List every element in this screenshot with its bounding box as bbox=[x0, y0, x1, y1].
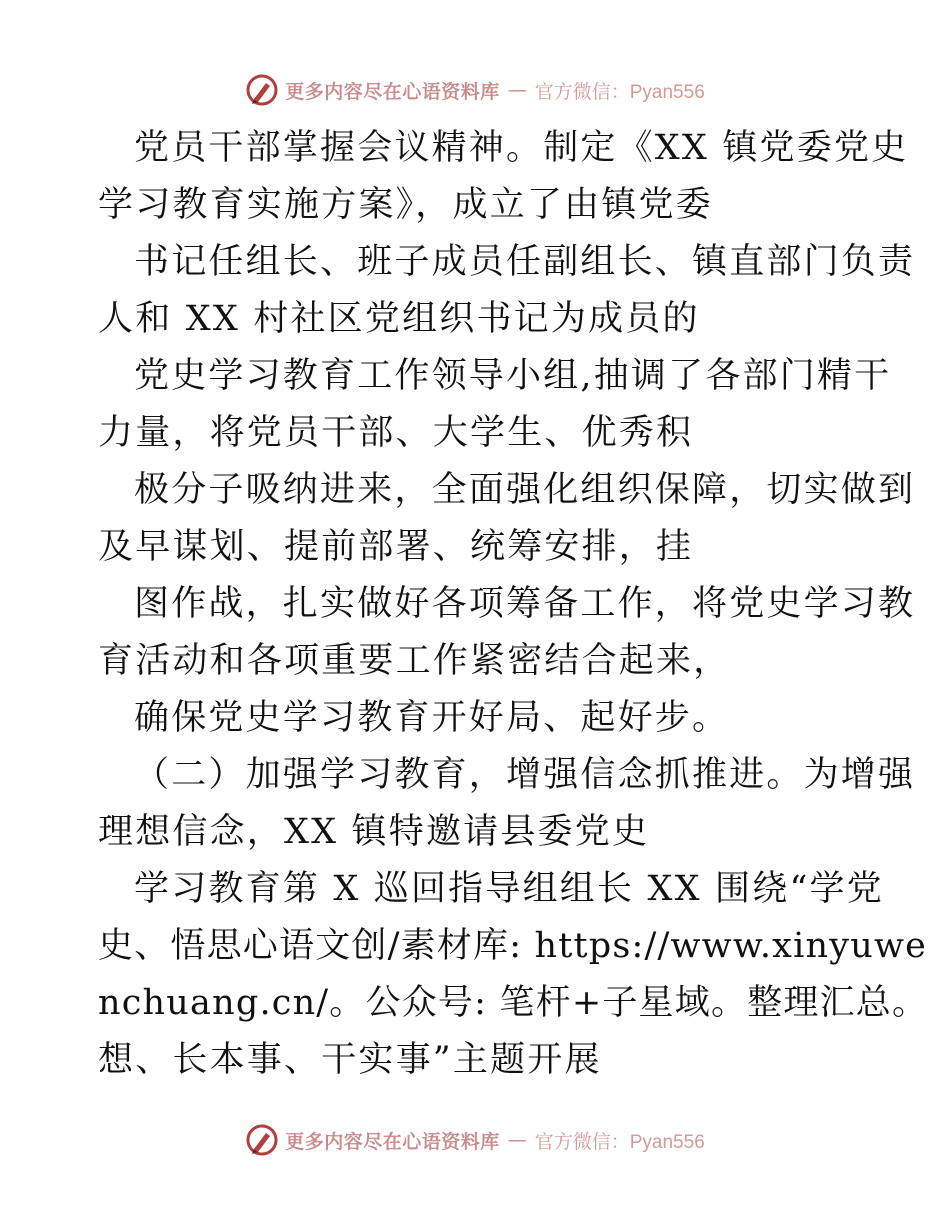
body-line: （二）加强学习教育，增强信念抓推进。为增强 bbox=[134, 755, 916, 795]
body-line: 确保党史学习教育开好局、起好步。 bbox=[134, 698, 730, 738]
body-line: 学习教育实施方案》，成立了由镇党委 bbox=[98, 185, 713, 225]
document-body bbox=[98, 120, 929, 1089]
pen-circle-logo-icon bbox=[245, 73, 279, 107]
body-line: 党员干部掌握会议精神。制定《XX 镇党委党史 bbox=[134, 128, 909, 168]
watermark-text: 更多内容尽在心语资料库 bbox=[285, 1130, 500, 1153]
body-line: 育活动和各项重要工作紧密结合起来， bbox=[98, 641, 731, 681]
watermark-text: 更多内容尽在心语资料库 bbox=[285, 80, 500, 103]
body-line: 人和 XX 村社区党组织书记为成员的 bbox=[98, 299, 700, 339]
watermark-separator: — bbox=[507, 1129, 527, 1151]
body-line: 理想信念，XX 镇特邀请县委党史 bbox=[98, 812, 650, 852]
watermark-contact: 官方微信：Pyan556 bbox=[534, 81, 705, 103]
body-line: 图作战，扎实做好各项筹备工作，将党史学习教 bbox=[134, 584, 916, 624]
body-line: 学习教育第 X 巡回指导组组长 XX 围绕“学党 bbox=[134, 869, 884, 909]
body-line: 党史学习教育工作领导小组,抽调了各部门精干 bbox=[134, 356, 892, 396]
body-line: 想、长本事、干实事”主题开展 bbox=[98, 1040, 602, 1080]
pen-circle-logo-icon bbox=[245, 1123, 279, 1157]
body-line: 力量，将党员干部、大学生、优秀积 bbox=[98, 413, 694, 453]
watermark-contact: 官方微信：Pyan556 bbox=[534, 1131, 705, 1153]
body-line: 极分子吸纳进来，全面强化组织保障，切实做到 bbox=[134, 470, 916, 510]
body-line: 及早谋划、提前部署、统筹安排，挂 bbox=[98, 527, 694, 567]
body-line: nchuang.cn/。公众号: 笔杆+子星域。整理汇总。 bbox=[98, 983, 929, 1023]
body-line: 书记任组长、班子成员任副组长、镇直部门负责 bbox=[134, 242, 916, 282]
watermark-separator: — bbox=[507, 79, 527, 101]
footer-watermark bbox=[0, 1122, 950, 1158]
body-line: 史、悟思心语文创/素材库: https://www.xinyuwe bbox=[98, 926, 928, 966]
header-watermark bbox=[0, 72, 950, 108]
